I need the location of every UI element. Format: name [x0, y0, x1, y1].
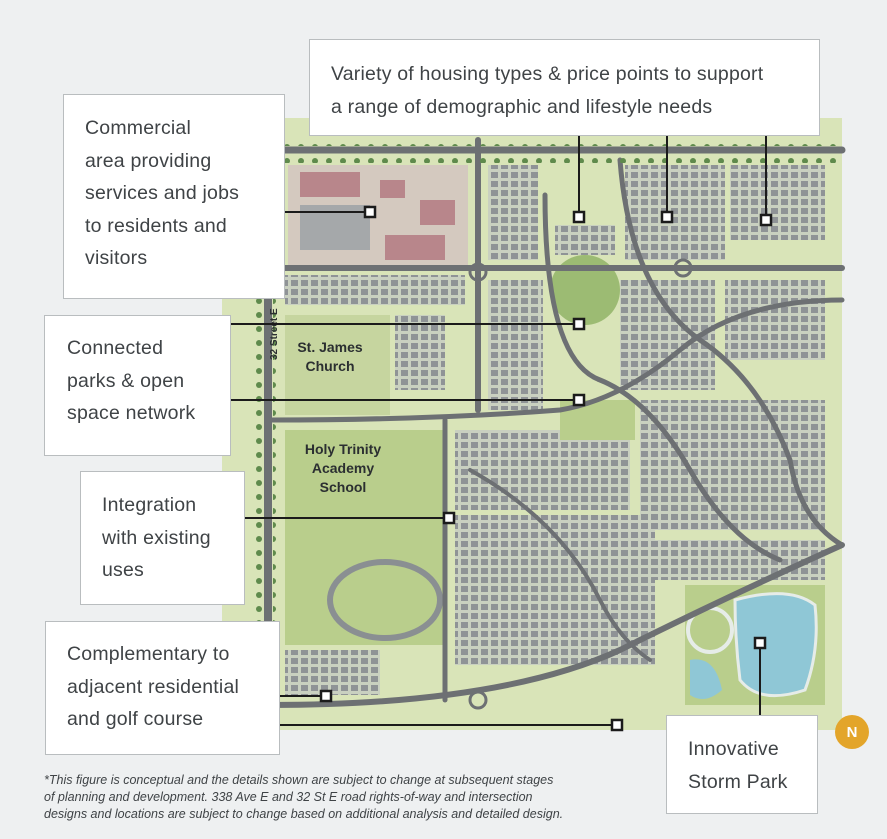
school-label-line2: Academy — [311, 460, 375, 476]
school-label-line3: School — [319, 479, 367, 495]
housing-callout: Variety of housing types & price points to support a range of demographic and lifestyle needs — [309, 39, 820, 136]
church-label-line1: St. James — [297, 339, 363, 355]
north-arrow-icon — [835, 715, 869, 749]
church-label-line2: Church — [305, 358, 355, 374]
school-label-line1: Holy Trinity — [304, 441, 382, 457]
parks-callout: Connected parks & open space network — [44, 315, 231, 456]
street-label: 32 Street E — [269, 308, 280, 360]
disclaimer-note: *This figure is conceptual and the details shown are subject to change at subsequent stages of planning and development. 338 Ave E and 32 St E road rights-of-way and intersection designs and locations are subject to change based on additional analysis and detailed design. — [44, 773, 564, 821]
north-arrow-label: N — [846, 724, 858, 741]
complementary-callout: Complementary to adjacent residential and golf course — [45, 621, 280, 755]
storm-park-callout: Innovative Storm Park — [666, 715, 818, 814]
commercial-area — [288, 165, 468, 265]
commercial-callout: Commercial area providing services and jobs to residents and visitors — [63, 94, 285, 299]
integration-callout: Integration with existing uses — [80, 471, 245, 605]
